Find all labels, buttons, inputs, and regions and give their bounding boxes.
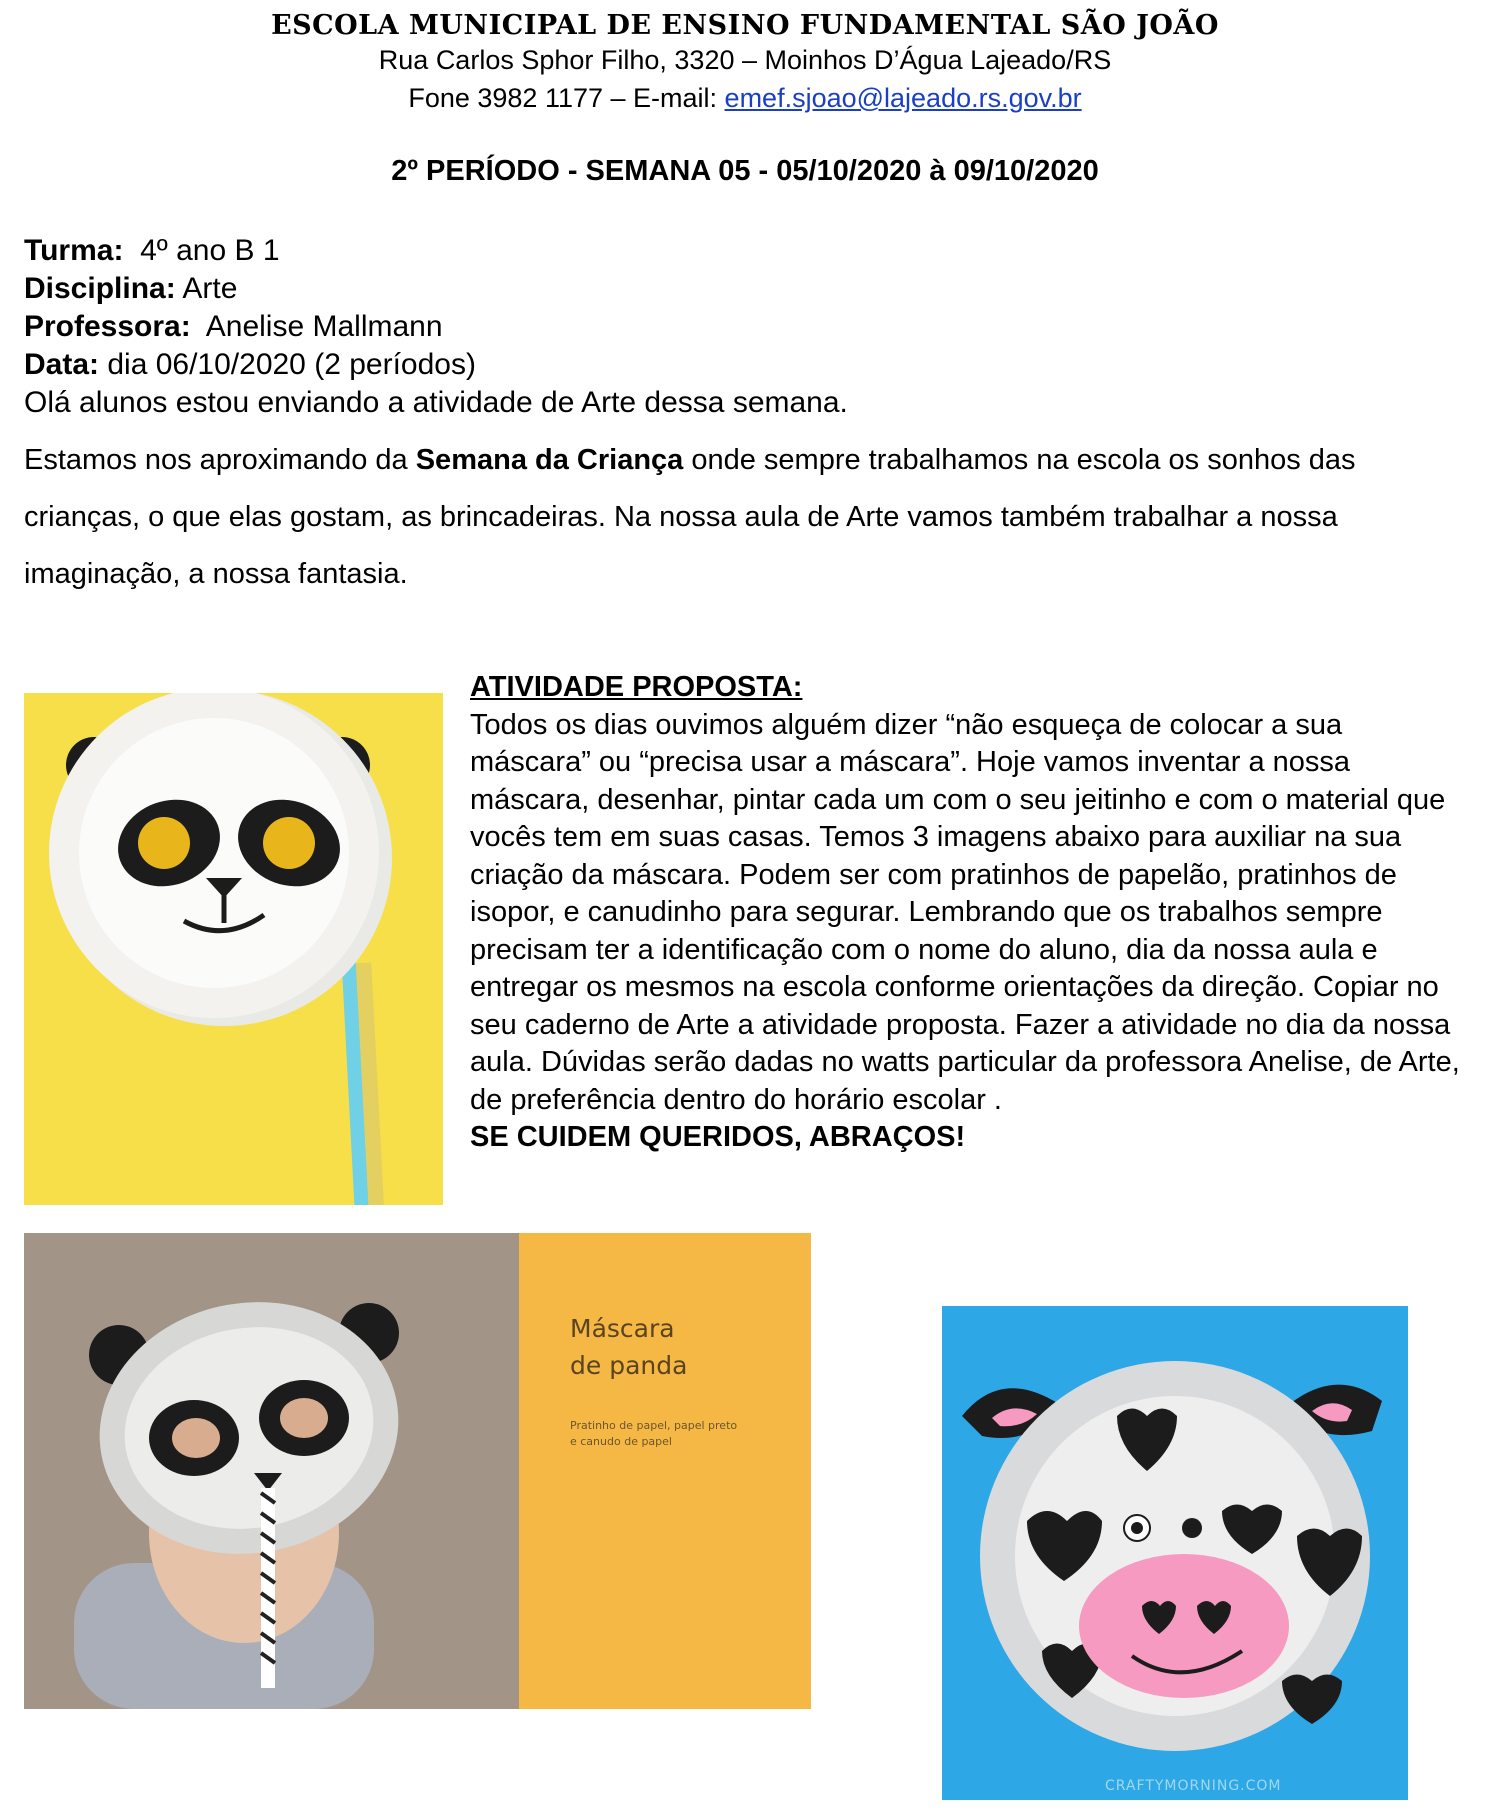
school-address: Rua Carlos Sphor Filho, 3320 – Moinhos D’Água Lajeado/RS	[378, 45, 1112, 75]
class-info	[24, 232, 848, 422]
turma-label: Turma:	[24, 234, 124, 267]
data-line	[24, 346, 848, 384]
panel-subtitle: Pratinho de papel, papel preto e canudo de papel	[570, 1419, 738, 1448]
intro-part2: onde sempre trabalhamos na escola os sonhos das crianças, o que elas gostam, as brincadeiras. Na nossa aula de Arte vamos também trabalhar a nossa imaginação, a nossa fantasia.	[24, 444, 1356, 590]
email-link[interactable]: emef.sjoao@lajeado.rs.gov.br	[724, 83, 1082, 113]
greeting: Olá alunos estou enviando a atividade de Arte dessa semana.	[24, 386, 848, 419]
turma-value: 4º ano B 1	[123, 234, 280, 267]
cow-plate-photo	[942, 1306, 1408, 1800]
professora-label: Professora:	[24, 310, 191, 343]
letterhead	[0, 10, 1490, 117]
data-label: Data:	[24, 348, 100, 381]
crafty-watermark: CRAFTYMORNING.COM	[1105, 1778, 1282, 1794]
activity-body: Todos os dias ouvimos alguém dizer “não esqueça de colocar a sua máscara” ou “precisa usar a máscara”. Hoje vamos inventar a nossa máscara, desenhar, pintar cada um com o seu jeitinho e com o material que vocês tem em suas casas. Temos 3 imagens abaixo para auxiliar na sua criação da máscara. Podem ser com pratinhos de papelão, pratinhos de isopor, e canudinho para segurar. Lembrando que os trabalhos sempre precisam ter a identificação com o nome do aluno, dia da nossa aula e entregar os mesmos na escola conforme orientações da direção. Copiar no seu caderno de Arte a atividade proposta. Fazer a atividade no dia da nossa aula. Dúvidas serão dadas no watts particular da professora Anelise, de Arte, de preferência dentro do horário escolar .	[470, 708, 1460, 1116]
activity-closing: SE CUIDEM QUERIDOS, ABRAÇOS!	[470, 1121, 966, 1153]
panel-title-line2: de panda	[570, 1351, 688, 1380]
activity-section	[470, 669, 1470, 1157]
disciplina-value: Arte	[175, 272, 238, 305]
panda-plate-photo	[24, 693, 443, 1205]
disciplina-line	[24, 270, 848, 308]
intro-paragraph	[24, 432, 1464, 603]
disciplina-label: Disciplina:	[24, 272, 176, 305]
period-heading: 2º PERÍODO - SEMANA 05 - 05/10/2020 à 09/10/2020	[391, 155, 1099, 187]
intro-part1: Estamos nos aproximando da	[24, 444, 416, 476]
phone-text: Fone 3982 1177 – E-mail:	[408, 83, 725, 113]
professora-value: Anelise Mallmann	[190, 310, 443, 343]
professora-line	[24, 308, 848, 346]
turma-line	[24, 232, 848, 270]
data-value: dia 06/10/2020 (2 períodos)	[99, 348, 476, 381]
school-name: ESCOLA MUNICIPAL DE ENSINO FUNDAMENTAL SÃO JOÃO	[271, 10, 1219, 41]
panel-title-line1: Máscara	[570, 1314, 675, 1343]
school-contact	[0, 79, 1490, 117]
activity-title: ATIVIDADE PROPOSTA:	[470, 671, 803, 703]
panel-title	[570, 1310, 687, 1384]
intro-bold: Semana da Criança	[415, 444, 684, 476]
child-panda-mask-photo	[24, 1233, 811, 1709]
